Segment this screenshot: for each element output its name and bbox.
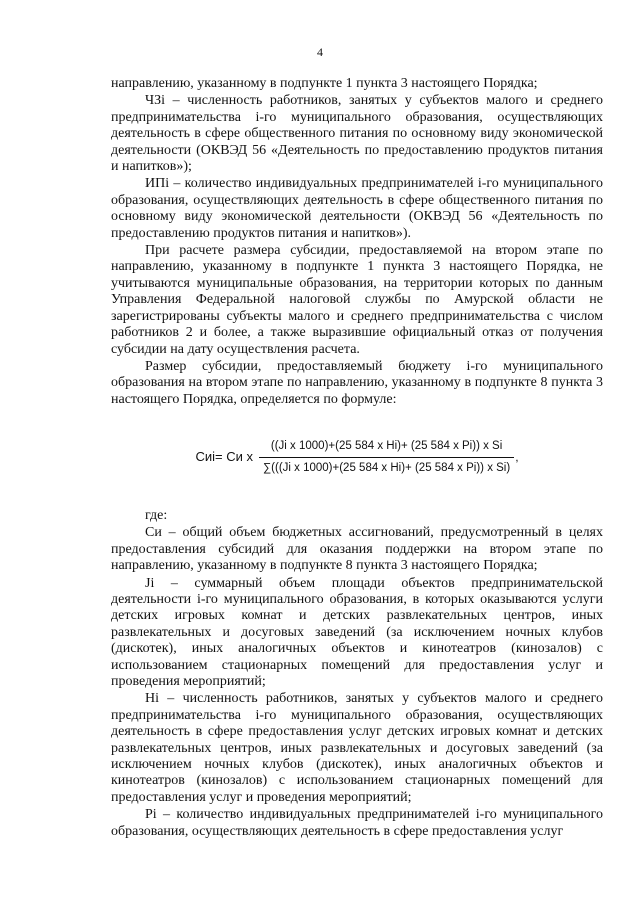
- paragraph: Си – общий объем бюджетных ассигнований, предусмотренный в целях предоставления субсидий для оказания поддержки на втором этапе по направлению, указанному в подпункте 8 пункта 3 настоящего Порядка;: [111, 525, 603, 574]
- paragraph: Ji – суммарный объем площади объектов предпринимательской деятельности i-го муниципального образования, в которых оказываются услуги детских игровых комнат и детских развлекательных центров, иных развлекательных и досуговых заведений (за исключением ночных клубов (дискотек), иных аналогичных объектов и кинотеатров (кинозалов) с использованием стационарных помещений для предоставления услуг и проведения мероприятий;: [111, 575, 603, 689]
- document-body: [111, 76, 603, 841]
- paragraph: Hi – численность работников, занятых у субъектов малого и среднего предпринимательства i-го муниципального образования, осуществляющих деятельность в сфере предоставления услуг детских игровых комнат и детских развлекательных центров, иных развлекательных и досуговых заведений (за исключением ночных клубов (дискотек), иных аналогичных объектов и кинотеатров (кинозалов) с использованием стационарных помещений для предоставления услуг и проведения мероприятий;: [111, 691, 603, 805]
- paragraph: ИПi – количество индивидуальных предпринимателей i-го муниципального образования, осуществляющих деятельность в сфере общественного питания по основному виду экономической деятельности (ОКВЭД 56 «Деятельность по предоставлению продуктов питания и напитков»).: [111, 176, 603, 241]
- formula-denominator: ∑(((Ji x 1000)+(25 584 x Hi)+ (25 584 x Pi)) x Si): [259, 457, 514, 476]
- formula-numerator: ((Ji x 1000)+(25 584 x Hi)+ (25 584 x Pi)) x Si: [270, 440, 503, 453]
- paragraph: При расчете размера субсидии, предоставляемой на втором этапе по направлению, указанному в подпункте 1 пункта 3 настоящего Порядка, не учитываются муниципальные образования, на территории которых по данным Управления Федеральной налоговой службы по Амурской области не зарегистрированы субъекты малого и среднего предпринимательства с числом работников 2 и более, а также выразившие официальный отказ от получения субсидии на дату осуществления расчета.: [111, 243, 603, 357]
- formula-lhs: Cиi= Cи x: [195, 448, 253, 464]
- page-number: 4: [317, 45, 323, 59]
- where-label: где:: [145, 507, 168, 523]
- formula-fraction: [259, 438, 514, 476]
- paragraph: направлению, указанному в подпункте 1 пункта 3 настоящего Порядка;: [111, 76, 538, 91]
- paragraph: ЧЗi – численность работников, занятых у субъектов малого и среднего предпринимательства i-го муниципального образования, осуществляющих деятельность в сфере общественного питания по основному виду экономической деятельности (ОКВЭД 56 «Деятельность по предоставлению продуктов питания и напитков»);: [111, 93, 603, 175]
- paragraph: Размер субсидии, предоставляемый бюджету i-го муниципального образования на втором этапе по направлению, указанному в подпункте 8 пункта 3 настоящего Порядка, определяется по формуле:: [111, 358, 603, 407]
- subsidy-formula: [111, 438, 603, 476]
- paragraph: Pi – количество индивидуальных предпринимателей i-го муниципального образования, осуществляющих деятельность в сфере предоставления услуг: [111, 807, 603, 839]
- formula-trailing: ,: [515, 449, 519, 464]
